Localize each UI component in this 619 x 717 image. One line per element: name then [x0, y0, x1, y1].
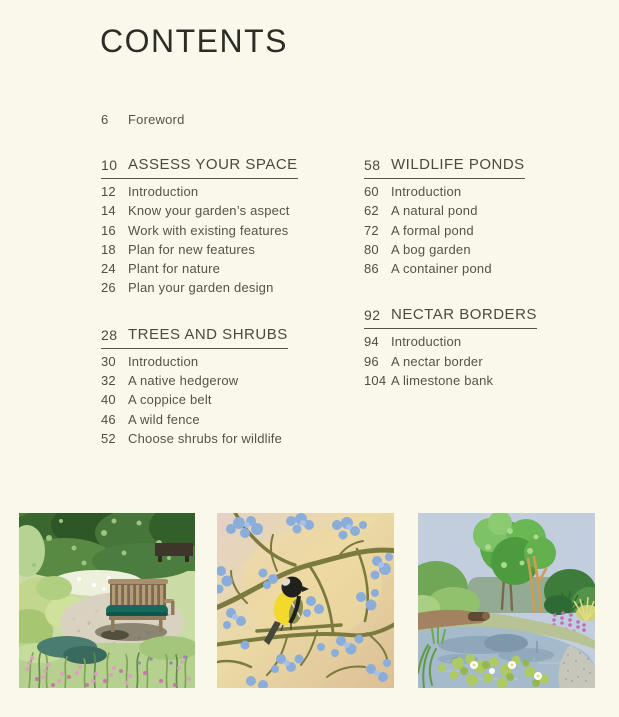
entry-label: A natural pond: [391, 203, 478, 219]
entry-label: A wild fence: [128, 411, 200, 427]
section-header[interactable]: [101, 156, 298, 179]
entry-label: Introduction: [128, 184, 199, 199]
entry-page-number: 86: [364, 261, 379, 277]
section-entries: [364, 332, 537, 390]
toc-entry[interactable]: [364, 352, 537, 371]
toc-entry[interactable]: [101, 352, 364, 371]
toc-entry[interactable]: [364, 371, 537, 390]
entry-label: Know your garden’s aspect: [128, 203, 290, 219]
bird-blossom-svg: [217, 513, 394, 688]
toc-entry[interactable]: [101, 182, 364, 201]
entry-page-number: 80: [364, 241, 379, 257]
section-entries: [101, 352, 364, 448]
entry-page-number: 94: [364, 334, 379, 350]
foreground-meadow: [19, 636, 195, 688]
section-header[interactable]: [364, 306, 537, 329]
entry-label: Work with existing features: [128, 222, 289, 238]
toc-columns: [101, 156, 537, 448]
entry-page-number: 72: [364, 222, 379, 238]
toc-entry[interactable]: [101, 221, 364, 240]
entry-label: Introduction: [391, 184, 462, 199]
toc-entry[interactable]: [101, 429, 364, 448]
entry-page-number: 60: [364, 184, 379, 199]
entry-label: A bog garden: [391, 241, 471, 257]
toc-entry[interactable]: [101, 201, 364, 220]
section-entries: [101, 182, 364, 298]
entry-page-number: 52: [101, 430, 116, 446]
entry-page-number: 14: [101, 203, 116, 219]
wildlife-pond-svg: [418, 513, 595, 688]
section-header[interactable]: [101, 326, 288, 349]
entry-label: Foreword: [128, 112, 185, 127]
toc-section-wildlife-ponds: [364, 156, 537, 278]
section-page-number: 10: [101, 157, 118, 173]
toc-entry[interactable]: [101, 371, 364, 390]
entry-page-number: 62: [364, 203, 379, 219]
toc-entry[interactable]: [101, 390, 364, 409]
section-header[interactable]: [364, 156, 525, 179]
toc-entry[interactable]: [101, 240, 364, 259]
toc-section-trees-and-shrubs: [101, 326, 364, 448]
entry-page-number: 6: [101, 112, 109, 127]
toc-section-nectar-borders: [364, 306, 537, 390]
toc-column-left: [101, 156, 364, 448]
section-page-number: 92: [364, 307, 381, 324]
entry-label: A formal pond: [391, 222, 474, 238]
entry-page-number: 30: [101, 353, 116, 369]
entry-label: A native hedgerow: [128, 373, 239, 389]
entry-page-number: 26: [101, 280, 116, 296]
entry-page-number: 16: [101, 222, 116, 238]
entry-label: Plan your garden design: [128, 280, 274, 296]
page-title: CONTENTS: [100, 23, 288, 59]
section-entries: [364, 182, 537, 278]
toc-entry[interactable]: [364, 201, 537, 220]
entry-label: Plant for nature: [128, 261, 221, 277]
entry-page-number: 40: [101, 392, 116, 408]
toc-entry[interactable]: [364, 259, 537, 278]
entry-label: A container pond: [391, 261, 492, 277]
section-title: NECTAR BORDERS: [391, 306, 537, 324]
section-title: ASSESS YOUR SPACE: [128, 156, 298, 173]
section-title: TREES AND SHRUBS: [128, 325, 288, 343]
toc-entry[interactable]: [101, 259, 364, 278]
entry-page-number: 96: [364, 353, 379, 369]
entry-label: Plan for new features: [128, 241, 256, 257]
entry-page-number: 104: [364, 373, 387, 389]
toc-entry[interactable]: [101, 410, 364, 429]
toc-entry[interactable]: [364, 240, 537, 259]
toc-entry[interactable]: [101, 278, 364, 297]
entry-label: Introduction: [391, 334, 462, 350]
entry-label: Choose shrubs for wildlife: [128, 430, 283, 446]
entry-page-number: 46: [101, 411, 116, 427]
section-page-number: 58: [364, 157, 381, 173]
toc-section-assess-your-space: [101, 156, 364, 298]
bird-on-blossom-illustration: [217, 513, 394, 688]
entry-label: A nectar border: [391, 353, 483, 369]
entry-page-number: 12: [101, 184, 116, 199]
wildlife-pond-illustration: [418, 513, 595, 688]
section-page-number: 28: [101, 326, 118, 343]
toc-entry-foreword[interactable]: [101, 110, 185, 129]
toc-entry[interactable]: [364, 332, 537, 351]
entry-page-number: 18: [101, 241, 116, 257]
garden-bench-svg: [19, 513, 195, 688]
toc-entry[interactable]: [364, 182, 537, 201]
toc-entry[interactable]: [364, 221, 537, 240]
garden-bench-illustration: [19, 513, 195, 688]
entry-page-number: 24: [101, 261, 116, 277]
entry-page-number: 32: [101, 373, 116, 389]
section-title: WILDLIFE PONDS: [391, 156, 525, 173]
entry-label: A coppice belt: [128, 392, 212, 408]
toc-column-right: [364, 156, 537, 448]
entry-label: A limestone bank: [391, 373, 494, 389]
entry-label: Introduction: [128, 353, 199, 369]
